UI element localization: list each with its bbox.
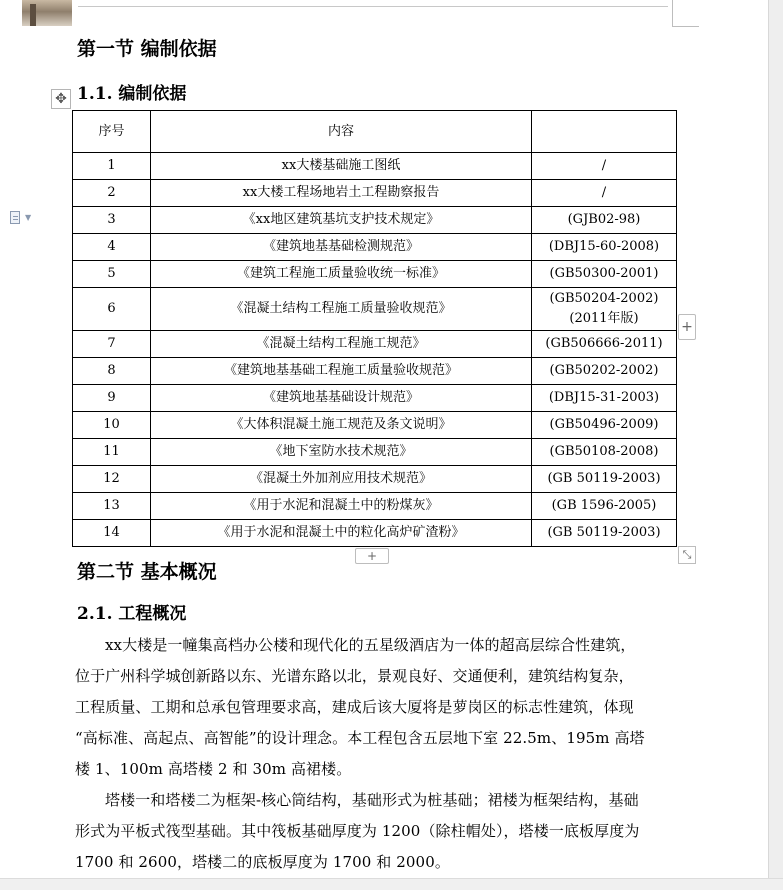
p1-line: xx大楼是一幢集高档办公楼和现代化的五星级酒店为一体的超高层综合性建筑， (105, 636, 636, 654)
section2-title: 第二节 基本概况 (77, 561, 217, 583)
row-number: 13 (73, 493, 151, 520)
row-number: 5 (73, 261, 151, 288)
table-row (73, 288, 677, 331)
table-move-icon[interactable]: ✥ (51, 89, 71, 109)
row-code: (GB50300-2001) (532, 261, 677, 288)
header-image-thumbnail (22, 0, 72, 26)
table-row (73, 331, 677, 358)
p2-line: 形式为平板式筏型基础。其中筏板基础厚度为 1200（除柱帽处），塔楼一底板厚度为 (75, 822, 640, 840)
row-number: 1 (73, 153, 151, 180)
row-content: 《用于水泥和混凝土中的粒化高炉矿渣粉》 (151, 520, 532, 547)
page-corner-mark (672, 0, 699, 27)
header-code (532, 111, 677, 153)
row-code: (DBJ15-60-2008) (532, 234, 677, 261)
row-code: / (532, 153, 677, 180)
row-code: / (532, 180, 677, 207)
table-row (73, 234, 677, 261)
row-content: 《地下室防水技术规范》 (151, 439, 532, 466)
row-code: (GB 1596-2005) (532, 493, 677, 520)
table-row (73, 412, 677, 439)
row-number: 9 (73, 385, 151, 412)
add-column-plus-icon[interactable]: + (678, 314, 696, 340)
row-code (532, 288, 677, 331)
page-glyph-icon (10, 211, 20, 224)
row-content: 《建筑地基基础设计规范》 (151, 385, 532, 412)
row-content: 《建筑地基基础工程施工质量验收规范》 (151, 358, 532, 385)
row-code: (GB50496-2009) (532, 412, 677, 439)
row-number: 7 (73, 331, 151, 358)
row-code: (GB 50119-2003) (532, 466, 677, 493)
p1-line: 工程质量、工期和总承包管理要求高，建成后该大厦将是萝岗区的标志性建筑，体现 (75, 698, 634, 716)
row-content: xx大楼工程场地岩土工程勘察报告 (151, 180, 532, 207)
row-code: (GB50202-2002) (532, 358, 677, 385)
row-code: (GJB02-98) (532, 207, 677, 234)
row-content: 《用于水泥和混凝土中的粉煤灰》 (151, 493, 532, 520)
section1-title: 第一节 编制依据 (77, 38, 217, 60)
row-content: 《建筑工程施工质量验收统一标准》 (151, 261, 532, 288)
row-number: 10 (73, 412, 151, 439)
row-content: 《混凝土结构工程施工质量验收规范》 (151, 288, 532, 331)
p2-line: 塔楼一和塔楼二为框架-核心筒结构，基础形式为桩基础；裙楼为框架结构，基础 (105, 791, 639, 809)
right-scroll-gutter[interactable] (768, 0, 783, 889)
row-number: 3 (73, 207, 151, 234)
section1-subtitle: 1.1. 编制依据 (77, 84, 187, 104)
header-no: 序号 (73, 111, 151, 153)
table-row (73, 358, 677, 385)
row-content: 《混凝土结构工程施工规范》 (151, 331, 532, 358)
table-row (73, 207, 677, 234)
row-code: (GB 50119-2003) (532, 520, 677, 547)
row-number: 14 (73, 520, 151, 547)
row-number: 11 (73, 439, 151, 466)
p1-line: 楼 1、100m 高塔楼 2 和 30m 高裙楼。 (75, 760, 352, 778)
p2-line: 1700 和 2600，塔楼二的底板厚度为 1700 和 2000。 (75, 853, 450, 871)
row-number: 12 (73, 466, 151, 493)
overview-body (75, 630, 675, 878)
table-row (73, 520, 677, 547)
add-row-plus-icon[interactable]: + (355, 548, 389, 564)
row-code-line: (2011年版) (569, 311, 639, 326)
table-row (73, 493, 677, 520)
row-number: 8 (73, 358, 151, 385)
chevron-down-icon: ▼ (25, 213, 32, 222)
row-number: 6 (73, 288, 151, 331)
table-row (73, 439, 677, 466)
row-code: (GB506666-2011) (532, 331, 677, 358)
paragraph-2 (75, 785, 675, 878)
row-content: xx大楼基础施工图纸 (151, 153, 532, 180)
row-content: 《混凝土外加剂应用技术规范》 (151, 466, 532, 493)
table-row (73, 261, 677, 288)
table-row (73, 385, 677, 412)
basis-table (72, 110, 677, 547)
row-content: 《建筑地基基础检测规范》 (151, 234, 532, 261)
row-code-line: (GB50204-2002) (549, 291, 659, 306)
row-content: 《xx地区建筑基坑支护技术规定》 (151, 207, 532, 234)
page-icon[interactable] (10, 210, 38, 226)
paragraph-1 (75, 630, 675, 785)
row-code: (GB50108-2008) (532, 439, 677, 466)
header-content: 内容 (151, 111, 532, 153)
row-code: (DBJ15-31-2003) (532, 385, 677, 412)
bottom-status-strip (0, 878, 783, 890)
p1-line: “高标准、高起点、高智能”的设计理念。本工程包含五层地下室 22.5m、195m 高塔 (75, 729, 645, 747)
table-resize-icon[interactable]: ⤡ (678, 546, 696, 564)
section2-subtitle: 2.1. 工程概况 (77, 604, 187, 624)
table-row (73, 153, 677, 180)
header-rule (78, 0, 668, 7)
p1-line: 位于广州科学城创新路以东、光谱东路以北，景观良好、交通便利，建筑结构复杂， (75, 667, 634, 685)
table-row (73, 180, 677, 207)
row-number: 4 (73, 234, 151, 261)
row-content: 《大体积混凝土施工规范及条文说明》 (151, 412, 532, 439)
row-number: 2 (73, 180, 151, 207)
table-row (73, 466, 677, 493)
